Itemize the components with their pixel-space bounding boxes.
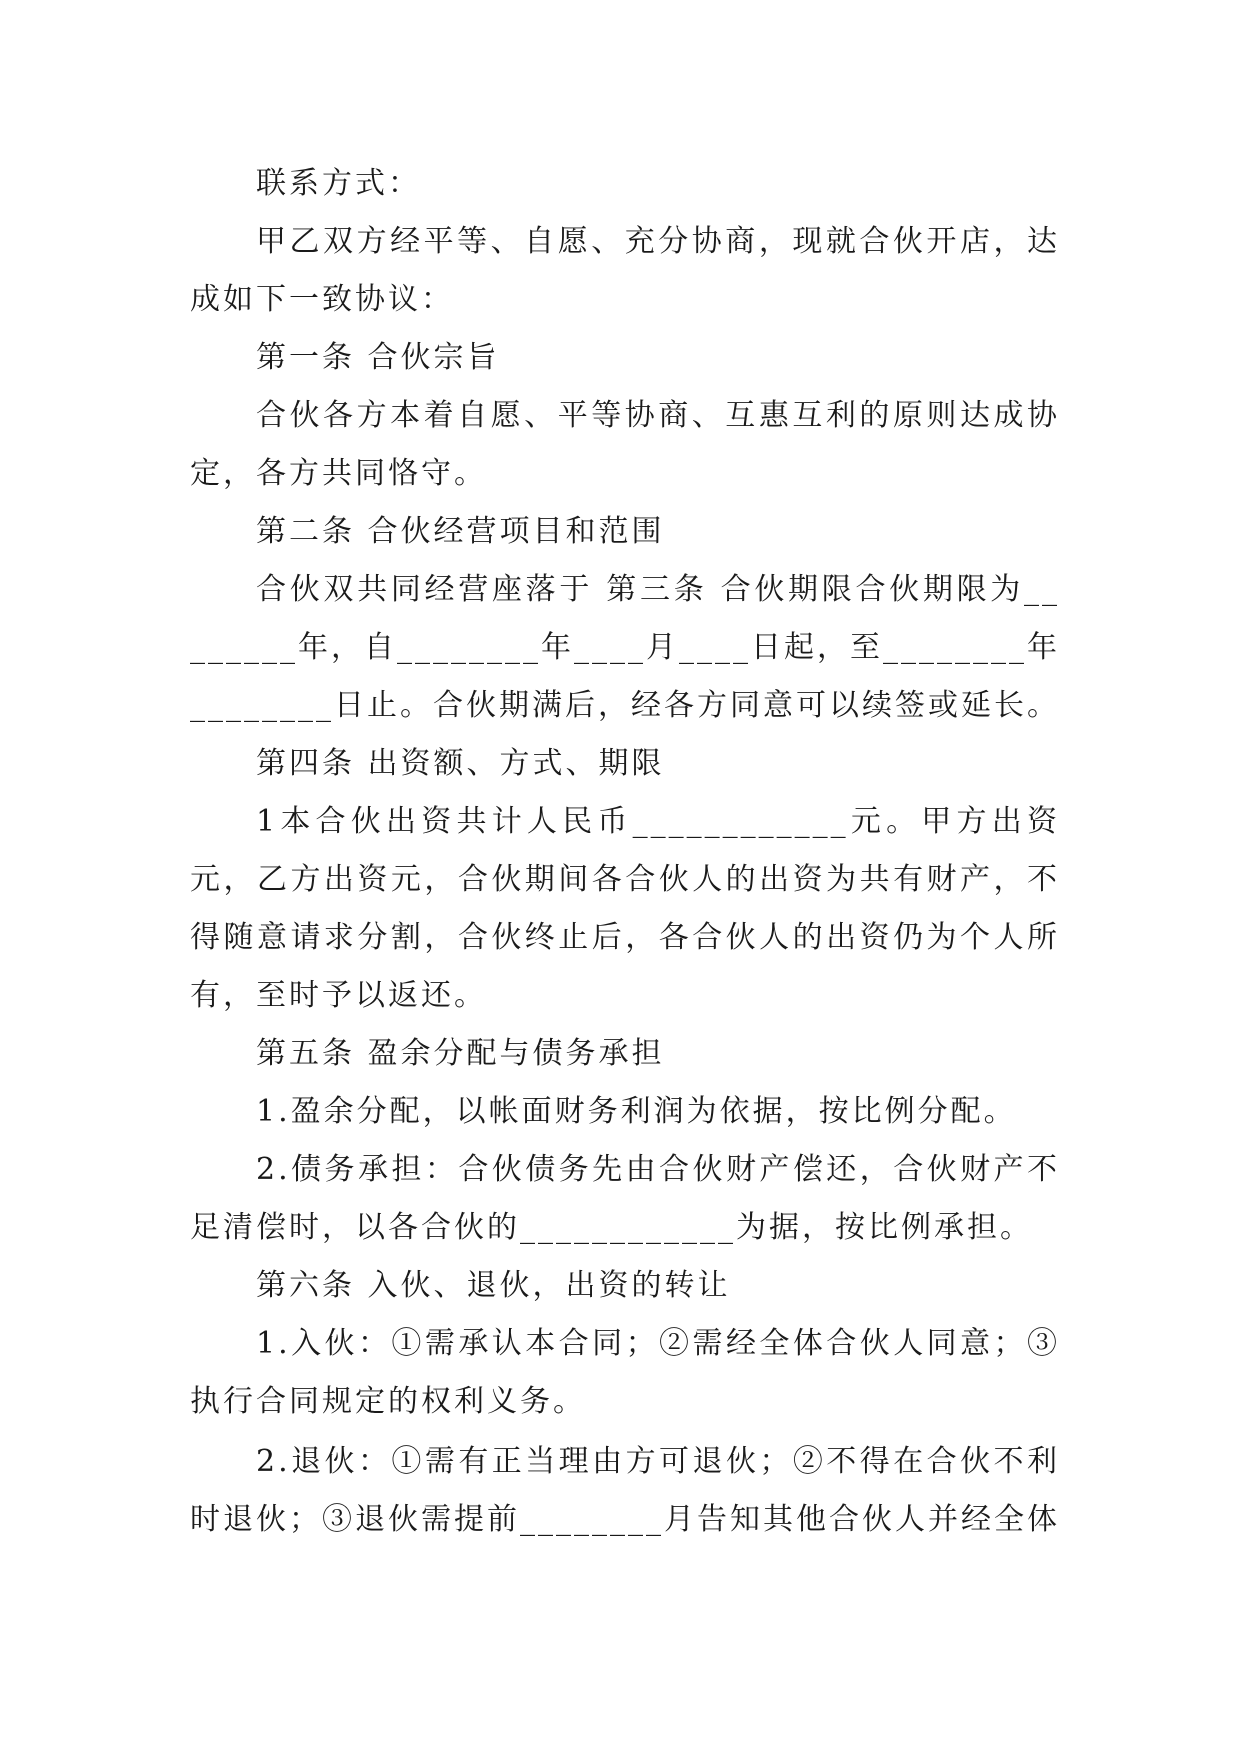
preamble-paragraph: 甲乙双方经平等、自愿、充分协商，现就合伙开店，达成如下一致协议：: [190, 224, 1060, 317]
article-6-item-1: 1.入伙：①需承认本合同；②需经全体合伙人同意；③执行合同规定的权利义务。: [190, 1326, 1060, 1419]
article-5-heading: 第五条 盈余分配与债务承担: [256, 1036, 665, 1071]
document-body: [190, 155, 1060, 1549]
article-4-body: 1本合伙出资共计人民币____________元。甲方出资 元，乙方出资元，合伙期间各合伙人的出资为共有财产，不得随意请求分割，合伙终止后，各合伙人的出资仍为个人所有，至时予以返还。: [190, 804, 1060, 1013]
article-4-heading: 第四条 出资额、方式、期限: [256, 746, 665, 781]
article-5-item-1: 1.盈余分配，以帐面财务利润为依据，按比例分配。: [256, 1094, 1017, 1129]
article-6-item-2: 2.退伙：①需有正当理由方可退伙；②不得在合伙不利时退伙；③退伙需提前________月告知其他合伙人并经全体: [190, 1444, 1060, 1537]
article-2-heading: 第二条 合伙经营项目和范围: [256, 514, 665, 549]
article-2-3-body: 合伙双共同经营座落于 第三条 合伙期限合伙期限为________年，自________年____月____日起，至________年________日止。合伙期满后，经各方同意可以续签或延长。: [190, 572, 1060, 723]
article-5-item-2: 2.债务承担：合伙债务先由合伙财产偿还，合伙财产不足清偿时，以各合伙的____________为据，按比例承担。: [190, 1152, 1060, 1245]
article-1-body: 合伙各方本着自愿、平等协商、互惠互利的原则达成协定，各方共同恪守。: [190, 398, 1060, 491]
article-1-heading: 第一条 合伙宗旨: [256, 340, 500, 375]
article-6-heading: 第六条 入伙、退伙，出资的转让: [256, 1268, 731, 1303]
contact-line: 联系方式：: [256, 166, 421, 201]
